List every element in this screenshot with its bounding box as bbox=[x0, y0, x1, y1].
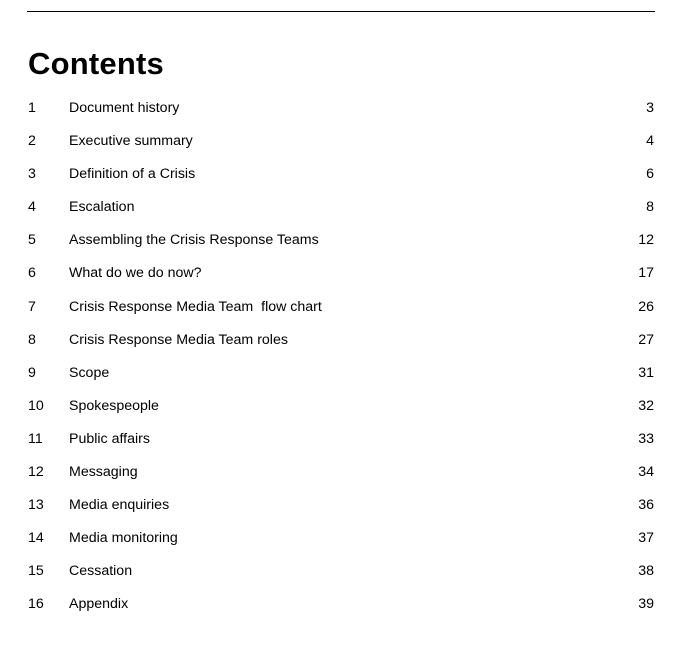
toc-entry-page-number: 38 bbox=[638, 563, 654, 580]
toc-entry[interactable] bbox=[28, 162, 656, 195]
toc-entry-number: 2 bbox=[28, 133, 36, 150]
toc-entry-title[interactable]: Assembling the Crisis Response Teams bbox=[69, 232, 319, 249]
toc-entry[interactable] bbox=[28, 261, 656, 294]
toc-entry-page-number: 3 bbox=[646, 100, 654, 116]
toc-entry-number: 6 bbox=[28, 265, 36, 282]
toc-entry-number: 8 bbox=[28, 331, 36, 348]
toc-entry[interactable] bbox=[28, 96, 656, 129]
toc-entry[interactable] bbox=[28, 361, 656, 394]
toc-entry-title[interactable]: Appendix bbox=[69, 596, 129, 613]
toc-entry[interactable] bbox=[28, 460, 656, 493]
toc-entry-page-number: 26 bbox=[638, 298, 654, 315]
header-rule bbox=[27, 11, 655, 12]
toc-entry-title[interactable]: Media monitoring bbox=[69, 530, 178, 547]
toc-entry[interactable] bbox=[28, 493, 656, 526]
toc-entry[interactable] bbox=[28, 295, 656, 328]
toc-entry-page-number: 39 bbox=[638, 596, 654, 613]
page-title: Contents bbox=[28, 46, 164, 81]
toc-entry-page-number: 6 bbox=[646, 166, 654, 183]
toc-entry-number: 12 bbox=[28, 464, 44, 481]
toc-entry[interactable] bbox=[28, 328, 656, 361]
toc-entry-title[interactable]: Messaging bbox=[69, 464, 138, 481]
toc-entry-number: 9 bbox=[28, 364, 36, 381]
toc-entry-page-number: 31 bbox=[638, 364, 654, 381]
toc-entry-title[interactable]: Public affairs bbox=[69, 430, 150, 447]
toc-entry-page-number: 17 bbox=[638, 265, 654, 282]
toc-entry-page-number: 4 bbox=[646, 133, 654, 150]
toc-entry[interactable] bbox=[28, 526, 656, 559]
toc-entry-number: 11 bbox=[28, 430, 43, 447]
toc-entry-title[interactable]: Definition of a Crisis bbox=[69, 166, 196, 183]
toc-entry-number: 10 bbox=[28, 397, 44, 414]
toc-entry-title[interactable]: Executive summary bbox=[69, 133, 193, 150]
toc-entry-title[interactable]: Document history bbox=[69, 100, 180, 116]
toc-entry-page-number: 12 bbox=[638, 232, 654, 249]
toc-entry[interactable] bbox=[28, 592, 656, 625]
toc-entry-number: 7 bbox=[28, 298, 36, 315]
toc-entry-title[interactable]: Crisis Response Media Team flow chart bbox=[69, 298, 322, 315]
toc-entry-number: 3 bbox=[28, 166, 36, 183]
toc-entry-number: 16 bbox=[28, 596, 44, 613]
toc-entry-number: 5 bbox=[28, 232, 36, 249]
toc-entry-number: 1 bbox=[28, 100, 36, 116]
toc-entry-page-number: 33 bbox=[638, 430, 654, 447]
toc-entry-title[interactable]: Media enquiries bbox=[69, 497, 170, 514]
toc-entry[interactable] bbox=[28, 394, 656, 427]
toc-entry-page-number: 34 bbox=[638, 464, 654, 481]
toc-entry-title[interactable]: Scope bbox=[69, 364, 110, 381]
toc-entry-title[interactable]: Spokespeople bbox=[69, 397, 159, 414]
toc-entry-title[interactable]: Cessation bbox=[69, 563, 133, 580]
toc-entry[interactable] bbox=[28, 228, 656, 261]
toc-entry-page-number: 8 bbox=[646, 199, 654, 216]
toc-entry-number: 15 bbox=[28, 563, 44, 580]
toc-entry-title[interactable]: What do we do now? bbox=[69, 265, 202, 282]
toc-entry-page-number: 32 bbox=[638, 397, 654, 414]
toc-entry-title[interactable]: Escalation bbox=[69, 199, 135, 216]
toc-entry[interactable] bbox=[28, 129, 656, 162]
toc-entry-page-number: 36 bbox=[638, 497, 654, 514]
toc-entry-page-number: 27 bbox=[638, 331, 654, 348]
toc-entry[interactable] bbox=[28, 427, 656, 460]
toc-entry-title[interactable]: Crisis Response Media Team roles bbox=[69, 331, 288, 348]
toc-entry[interactable] bbox=[28, 559, 656, 592]
toc-entry-number: 13 bbox=[28, 497, 44, 514]
toc-entry-page-number: 37 bbox=[638, 530, 654, 547]
table-of-contents bbox=[28, 96, 656, 626]
toc-entry-number: 14 bbox=[28, 530, 44, 547]
toc-entry[interactable] bbox=[28, 195, 656, 228]
toc-entry-number: 4 bbox=[28, 199, 36, 216]
